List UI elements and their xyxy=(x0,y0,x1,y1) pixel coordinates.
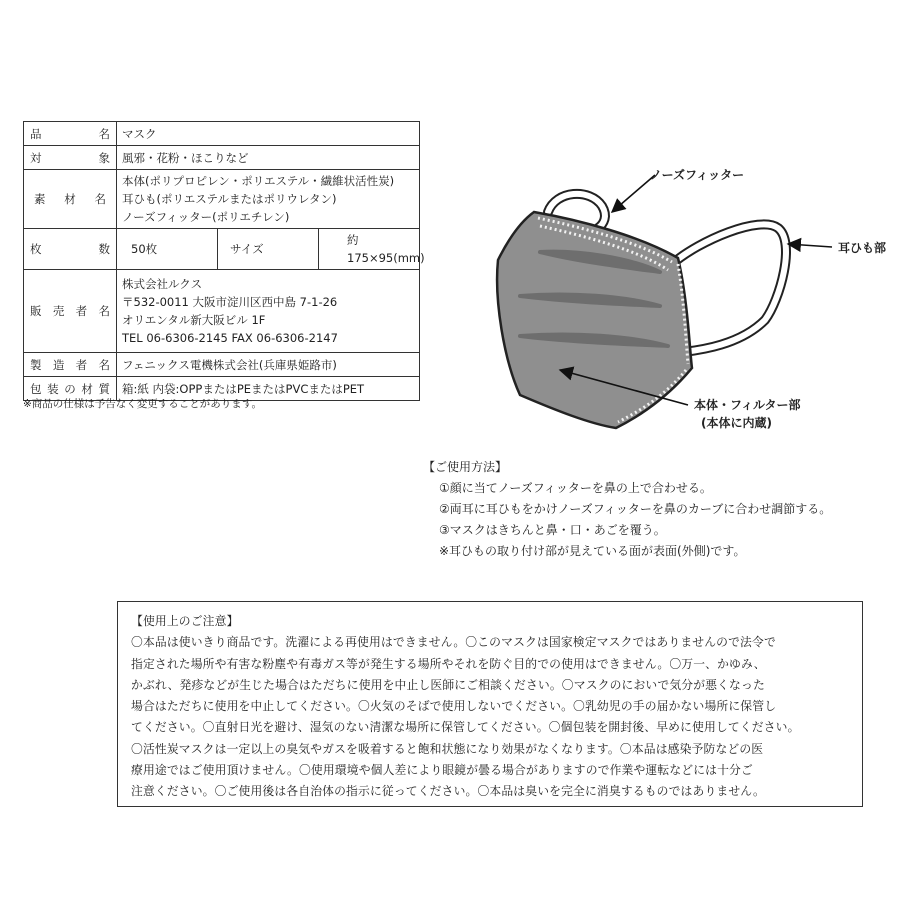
caution-line: 注意ください。〇ご使用後は各自治体の指示に従ってください。〇本品は臭いを完全に消臭するものではありません。 xyxy=(131,784,765,799)
spec-label-char: 材 xyxy=(64,192,76,206)
spec-value-line: TEL 06-6306-2145 FAX 06-6306-2147 xyxy=(122,331,338,345)
spec-value-line: 耳ひも(ポリエステルまたはポリウレタン) xyxy=(122,192,337,206)
spec-label-char: の xyxy=(64,381,76,396)
spec-label-char: 材 xyxy=(81,381,93,396)
spec-label-char: 枚 xyxy=(30,242,42,256)
spec-value: 風邪・花粉・ほこりなど xyxy=(122,150,249,165)
nose-fitter-arrow xyxy=(612,175,655,212)
usage-step: ②両耳に耳ひもをかけノーズフィッターを鼻のカーブに合わせ調節する。 xyxy=(439,502,832,516)
caution-line: 場合はただちに使用を中止してください。〇火気のそばで使用しないでください。〇乳幼児の手の届かない場所に保管し xyxy=(131,699,777,714)
spec-label-char: 包 xyxy=(30,381,42,396)
usage-instructions xyxy=(423,457,831,562)
caution-box xyxy=(117,601,863,807)
caution-line: てください。〇直射日光を避け、湿気のない清潔な場所に保管してください。〇個包装を開封後、早めに使用してください。 xyxy=(131,720,800,735)
usage-note: ※耳ひもの取り付け部が見えている面が表面(外側)です。 xyxy=(439,544,746,558)
ear-loop-label: 耳ひも部 xyxy=(838,241,887,255)
spec-value-line: ノーズフィッター(ポリエチレン) xyxy=(122,210,290,224)
spec-label-char: 質 xyxy=(98,381,110,396)
spec-label-char: 象 xyxy=(98,150,110,165)
spec-label-char: 者 xyxy=(75,357,88,372)
spec-label-char: 名 xyxy=(98,357,110,372)
spec-label-char: 名 xyxy=(94,192,106,206)
spec-label-char: 製 xyxy=(30,357,42,372)
caution-line: 〇活性炭マスクは一定以上の臭気やガスを吸着すると飽和状態になり効果がなくなります。〇本品は感染予防などの医 xyxy=(131,741,764,756)
spec-label-char: 名 xyxy=(98,304,110,318)
usage-title: 【ご使用方法】 xyxy=(423,460,508,474)
spec-label-char: 造 xyxy=(52,357,65,372)
spec-label-char: 者 xyxy=(75,304,88,318)
spec-label-char: 販 xyxy=(30,304,42,318)
body-filter-sub-label: (本体に内蔵) xyxy=(701,416,772,430)
spec-count: 50枚 xyxy=(131,242,158,256)
spec-value-line: 本体(ポリプロピレン・ポリエステル・繊維状活性炭) xyxy=(122,174,395,188)
body-filter-label: 本体・フィルター部 xyxy=(694,398,801,412)
mask-body xyxy=(497,212,692,428)
caution-line: かぶれ、発疹などが生じた場合はただちに使用を中止し医師にご相談ください。〇マスクのにおいで気分が悪くなった xyxy=(131,677,765,692)
spec-value-line: 株式会社ルクス xyxy=(122,277,203,291)
caution-line: 療用途ではご使用頂けません。〇使用環境や個人差により眼鏡が曇る場合がありますので作業や運転などには十分ご xyxy=(131,763,753,778)
spec-value-line: オリエンタル新大阪ビル 1F xyxy=(122,313,266,327)
spec-label-char: 名 xyxy=(98,126,110,141)
ear-loop-arrow xyxy=(788,244,832,247)
usage-step: ①顔に当てノーズフィッターを鼻の上で合わせる。 xyxy=(439,481,712,495)
usage-step: ③マスクはきちんと鼻・口・あごを覆う。 xyxy=(439,523,666,537)
spec-size-value: 約175×95(mm) xyxy=(347,233,425,265)
spec-value: 箱:紙 内袋:OPPまたはPEまたはPVCまたはPET xyxy=(122,381,365,396)
spec-label-char: 売 xyxy=(52,304,65,318)
spec-value: フェニックス電機株式会社(兵庫県姫路市) xyxy=(122,357,337,372)
caution-line: 〇本品は使いきり商品です。洗濯による再使用はできません。〇このマスクは国家検定マスクではありませんので法令で xyxy=(131,635,776,650)
spec-label-char: 品 xyxy=(30,126,42,141)
spec-label-char: 装 xyxy=(47,381,59,396)
caution-line: 指定された場所や有害な粉塵や有毒ガス等が発生する場所やそれを防ぐ目的での使用はできません。〇万一、かゆみ、 xyxy=(131,656,766,671)
spec-size-label: サイズ xyxy=(230,242,264,256)
caution-title: 【使用上のご注意】 xyxy=(131,614,239,628)
spec-value-line: 〒532-0011 大阪市淀川区西中島 7-1-26 xyxy=(122,295,338,309)
spec-label-char: 素 xyxy=(34,192,46,206)
spec-value: マスク xyxy=(122,126,157,141)
spec-label-char: 数 xyxy=(98,242,110,256)
nose-fitter-label: ノーズフィッター xyxy=(650,168,745,182)
spec-note: ※商品の仕様は予告なく変更することがあります。 xyxy=(23,398,262,410)
spec-label-char: 対 xyxy=(30,150,42,165)
